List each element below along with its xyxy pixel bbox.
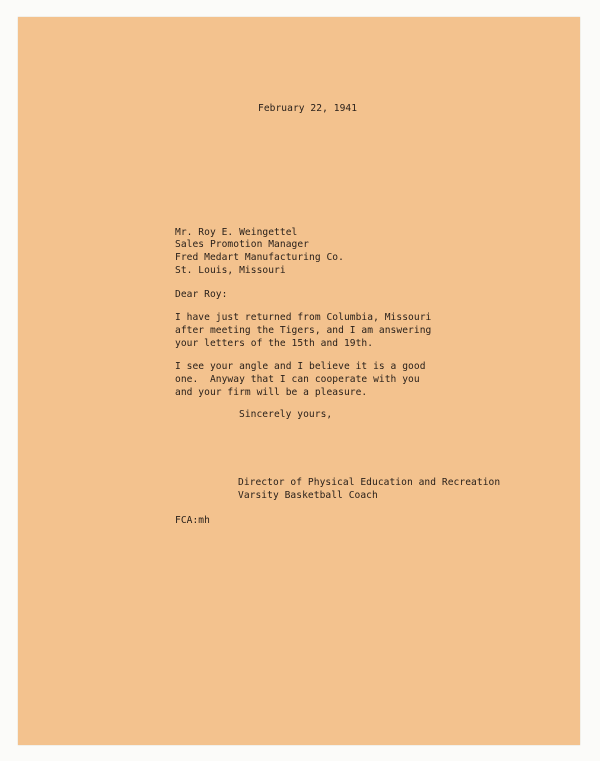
letter-page — [18, 17, 580, 745]
paragraph-1-line-1: I have just returned from Columbia, Missouri — [175, 312, 432, 323]
salutation: Dear Roy: — [175, 289, 228, 300]
letter-date: February 22, 1941 — [258, 103, 358, 114]
paragraph-1-line-3: your letters of the 15th and 19th. — [175, 338, 374, 349]
recipient-title: Sales Promotion Manager — [175, 239, 309, 250]
paragraph-2-line-2: one. Anyway that I can cooperate with you — [175, 374, 420, 385]
paragraph-2-line-1: I see your angle and I believe it is a good — [175, 361, 426, 372]
closing: Sincerely yours, — [239, 409, 333, 420]
recipient-city: St. Louis, Missouri — [175, 265, 286, 276]
signature-title-1: Director of Physical Education and Recreation — [238, 477, 501, 488]
reference-initials: FCA:mh — [175, 515, 210, 526]
signature-title-2: Varsity Basketball Coach — [238, 490, 378, 501]
paragraph-2-line-3: and your firm will be a pleasure. — [175, 387, 368, 398]
recipient-name: Mr. Roy E. Weingettel — [175, 227, 298, 238]
recipient-company: Fred Medart Manufacturing Co. — [175, 252, 344, 263]
paragraph-1-line-2: after meeting the Tigers, and I am answering — [175, 325, 432, 336]
